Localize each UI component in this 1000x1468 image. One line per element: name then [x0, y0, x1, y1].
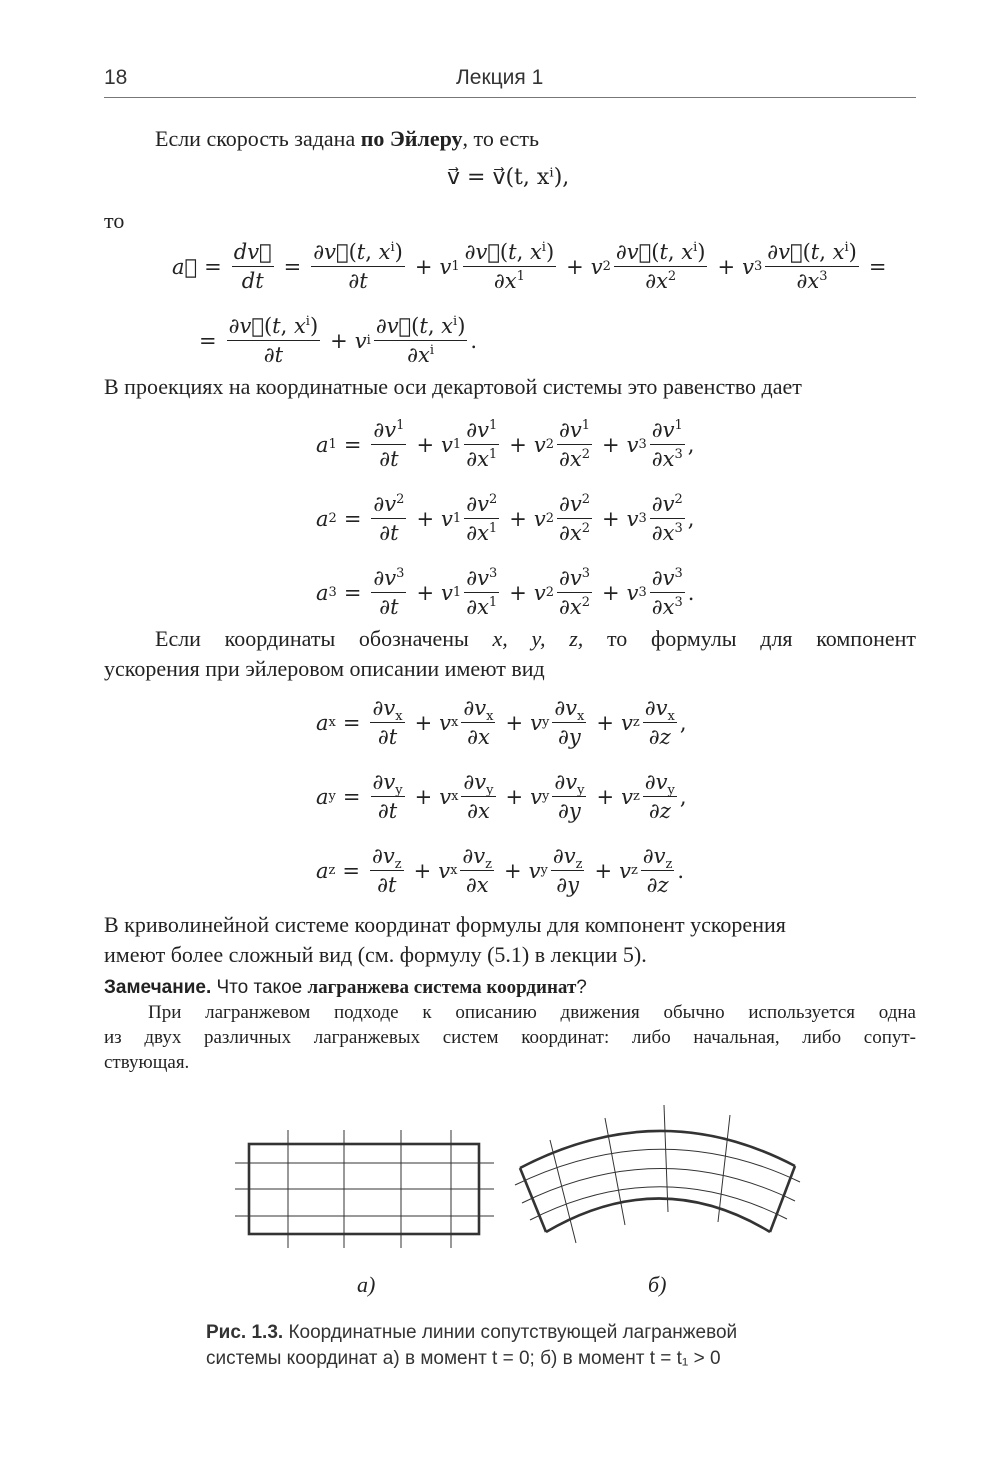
figure-a-initial-grid — [235, 1130, 494, 1248]
remark-heading — [104, 975, 587, 1001]
header-rule — [104, 97, 916, 98]
equation-az: a z = $\frac{\partial v_z}{\partial t}$ + v x $\frac{\partial v_z}{\partial x}$ + v y $\frac{\partial v_z}{\partial y}$ + v z $\frac{\partial v_z}{\partial z}$ . — [316, 844, 685, 897]
paragraph-xyz-line1 — [155, 624, 916, 654]
paragraph-lagrange-line2: из двух различных лагранжевых систем координат: либо начальная, либо сопут- — [104, 1027, 916, 1048]
figure-label-b: б) — [648, 1272, 667, 1297]
para1-bold: по Эйлеру — [360, 126, 463, 151]
equation-velocity: v⃗ = v⃗(t, xⁱ), — [447, 165, 570, 190]
paragraph-lagrange-line3: ствующая. — [104, 1052, 190, 1073]
figure-coordinate-lines — [0, 1090, 1000, 1270]
remark-text: Что такое — [211, 977, 308, 998]
equation-projection-2: a 2 = $\frac{\partial v^2}{\partial t}$ + v 1 $\frac{\partial v^2}{\partial x^1}$ + v 2 $\frac{\partial v^2}{\partial x^2}$ + v 3 $\frac{\partial v^2}{\partial x^3}$ , — [316, 492, 695, 545]
para3-text-end: то формулы для компонент — [583, 626, 916, 651]
para3-text: Если координаты обозначены — [155, 626, 493, 651]
remark-bold: лагранжева система координат — [307, 977, 577, 998]
equation-projection-1: a 1 = $\frac{\partial v^1}{\partial t}$ + v 1 $\frac{\partial v^1}{\partial x^1}$ + v 2 $\frac{\partial v^1}{\partial x^2}$ + v 3 $\frac{\partial v^1}{\partial x^3}$ , — [316, 418, 695, 471]
figure-caption-label: Рис. 1.3. — [206, 1322, 284, 1343]
equation-ax: a x = $\frac{\partial v_x}{\partial t}$ + v x $\frac{\partial v_x}{\partial x}$ + v y $\frac{\partial v_x}{\partial y}$ + v z $\frac{\partial v_x}{\partial z}$ , — [316, 696, 687, 749]
figure-label-a: а) — [357, 1272, 376, 1297]
para1-text-end: , то есть — [462, 126, 540, 151]
figure-caption-text: Координатные линии сопутствующей лагранжевой — [283, 1322, 738, 1343]
equation-acceleration-line2: = $\frac{\partial v⃗(t, x^i)}{\partial t}$ + v i $\frac{\partial v⃗(t, x^i)}{\partial x^i}$ . — [199, 314, 478, 367]
equation-ay: a y = $\frac{\partial v_y}{\partial t}$ + v x $\frac{\partial v_y}{\partial x}$ + v y $\frac{\partial v_y}{\partial y}$ + v z $\frac{\partial v_y}{\partial z}$ , — [316, 770, 687, 823]
paragraph-euler — [155, 124, 539, 154]
paragraph-curvilinear-line1: В криволинейной системе координат формулы для компонент ускорения — [104, 912, 786, 937]
running-head: Лекция 1 — [456, 66, 544, 89]
paragraph-xyz-line2: ускорения при эйлеровом описании имеют вид — [104, 656, 545, 681]
para1-text: Если скорость задана — [155, 126, 361, 151]
para3-vars: x, y, z, — [492, 626, 584, 651]
word-to: то — [104, 208, 125, 233]
paragraph-lagrange-line1: При лагранжевом подходе к описанию движения обычно используется одна — [148, 1002, 916, 1023]
equation-acceleration-line1: a⃗ = $\frac{dv⃗}{dt}$ = $\frac{\partial v⃗(t, x^i)}{\partial t}$ + v 1 $\frac{\partial v⃗(t, x^i)}{\partial x^1}$ + v 2 $\frac{\partial v⃗(t, x^i)}{\partial x^2}$ + v 3 $\frac{\partial v⃗(t, x^i)}{\partial x^3}$ = — [172, 240, 887, 293]
paragraph-curvilinear-line2: имеют более сложный вид (см. формулу (5.1) в лекции 5). — [104, 942, 647, 967]
paragraph-projections: В проекциях на координатные оси декартовой системы это равенство дает — [104, 374, 802, 399]
remark-label: Замечание. — [104, 977, 212, 998]
figure-b-deformed-grid — [515, 1105, 800, 1243]
figure-caption-line1 — [206, 1322, 737, 1344]
page-number: 18 — [104, 66, 128, 89]
remark-end: ? — [576, 977, 587, 998]
figure-caption-line2: системы координат а) в момент t = 0; б) в момент t = t₁ > 0 — [206, 1348, 721, 1369]
equation-projection-3: a 3 = $\frac{\partial v^3}{\partial t}$ + v 1 $\frac{\partial v^3}{\partial x^1}$ + v 2 $\frac{\partial v^3}{\partial x^2}$ + v 3 $\frac{\partial v^3}{\partial x^3}$ . — [316, 566, 695, 619]
